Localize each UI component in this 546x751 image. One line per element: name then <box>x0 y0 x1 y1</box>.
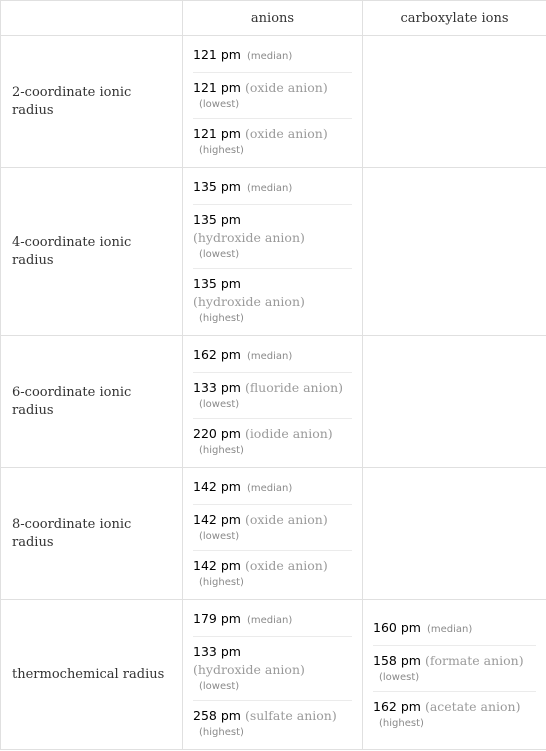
header-carboxylate-ions: carboxylate ions <box>363 1 546 36</box>
ion-name: (hydroxide anion) <box>193 661 305 677</box>
value-entry <box>193 269 352 332</box>
radius-value: 160 pm <box>373 619 421 635</box>
stat-tag: (lowest) <box>379 671 420 683</box>
stat-tag: (highest) <box>199 576 244 588</box>
radius-value: 179 pm <box>193 610 241 626</box>
stat-tag: (highest) <box>199 726 244 738</box>
table-row <box>1 468 546 600</box>
row-label: 4-coordinate ionic radius <box>1 168 183 336</box>
ion-name: (acetate anion) <box>424 698 521 714</box>
value-entry <box>193 373 352 419</box>
radius-value: 142 pm <box>193 557 241 573</box>
radius-value: 133 pm <box>193 643 241 659</box>
value-entry <box>193 340 352 373</box>
value-entry <box>193 472 352 505</box>
table-row <box>1 36 546 168</box>
radius-value: 142 pm <box>193 478 241 494</box>
radius-value: 121 pm <box>193 46 241 62</box>
stat-tag: (median) <box>246 482 293 494</box>
ion-name: (hydroxide anion) <box>193 229 305 245</box>
stat-tag: (highest) <box>199 144 244 156</box>
table-row <box>1 336 546 468</box>
ion-name: (sulfate anion) <box>244 707 337 723</box>
anions-cell <box>183 336 363 468</box>
stat-tag: (lowest) <box>199 98 240 110</box>
ion-name: (oxide anion) <box>244 79 328 95</box>
stat-tag: (lowest) <box>199 530 240 542</box>
radius-value: 135 pm <box>193 275 241 291</box>
stat-tag: (median) <box>246 50 293 62</box>
radius-value: 258 pm <box>193 707 241 723</box>
row-label: 8-coordinate ionic radius <box>1 468 183 600</box>
value-entry <box>193 205 352 269</box>
radius-value: 135 pm <box>193 178 241 194</box>
value-entry <box>193 604 352 637</box>
ion-name: (oxide anion) <box>244 125 328 141</box>
radius-value: 133 pm <box>193 379 241 395</box>
value-entry <box>193 40 352 73</box>
value-entry <box>193 172 352 205</box>
radius-value: 220 pm <box>193 425 241 441</box>
stat-tag: (highest) <box>379 717 424 729</box>
anions-cell <box>183 168 363 336</box>
radius-value: 121 pm <box>193 79 241 95</box>
radius-value: 158 pm <box>373 652 421 668</box>
value-entry <box>193 505 352 551</box>
carboxylate-cell <box>363 168 546 336</box>
radius-value: 135 pm <box>193 211 241 227</box>
value-entry <box>193 637 352 701</box>
stat-tag: (median) <box>246 614 293 626</box>
anions-cell <box>183 600 363 750</box>
value-entry <box>193 119 352 164</box>
carboxylate-cell <box>363 336 546 468</box>
carboxylate-cell <box>363 468 546 600</box>
value-entry <box>193 701 352 746</box>
header-empty <box>1 1 183 36</box>
table-row <box>1 600 546 750</box>
row-label: thermochemical radius <box>1 600 183 750</box>
stat-tag: (highest) <box>199 312 244 324</box>
value-entry <box>193 419 352 464</box>
header-anions: anions <box>183 1 363 36</box>
stat-tag: (lowest) <box>199 248 240 260</box>
table-row <box>1 168 546 336</box>
anions-cell <box>183 468 363 600</box>
ion-name: (iodide anion) <box>244 425 333 441</box>
value-entry <box>193 551 352 596</box>
row-label: 2-coordinate ionic radius <box>1 36 183 168</box>
carboxylate-cell <box>363 36 546 168</box>
value-entry <box>373 646 536 692</box>
value-entry <box>373 613 536 646</box>
header-row <box>1 1 546 36</box>
stat-tag: (median) <box>246 350 293 362</box>
stat-tag: (median) <box>246 182 293 194</box>
value-entry <box>373 692 536 737</box>
stat-tag: (median) <box>426 623 473 635</box>
value-entry <box>193 73 352 119</box>
anions-cell <box>183 36 363 168</box>
radius-value: 162 pm <box>373 698 421 714</box>
ion-name: (hydroxide anion) <box>193 293 305 309</box>
radius-value: 142 pm <box>193 511 241 527</box>
ion-name: (oxide anion) <box>244 511 328 527</box>
ion-name: (formate anion) <box>424 652 524 668</box>
stat-tag: (lowest) <box>199 398 240 410</box>
row-label: 6-coordinate ionic radius <box>1 336 183 468</box>
radius-value: 162 pm <box>193 346 241 362</box>
ion-name: (oxide anion) <box>244 557 328 573</box>
stat-tag: (lowest) <box>199 680 240 692</box>
stat-tag: (highest) <box>199 444 244 456</box>
ion-name: (fluoride anion) <box>244 379 344 395</box>
radius-value: 121 pm <box>193 125 241 141</box>
carboxylate-cell <box>363 600 546 750</box>
